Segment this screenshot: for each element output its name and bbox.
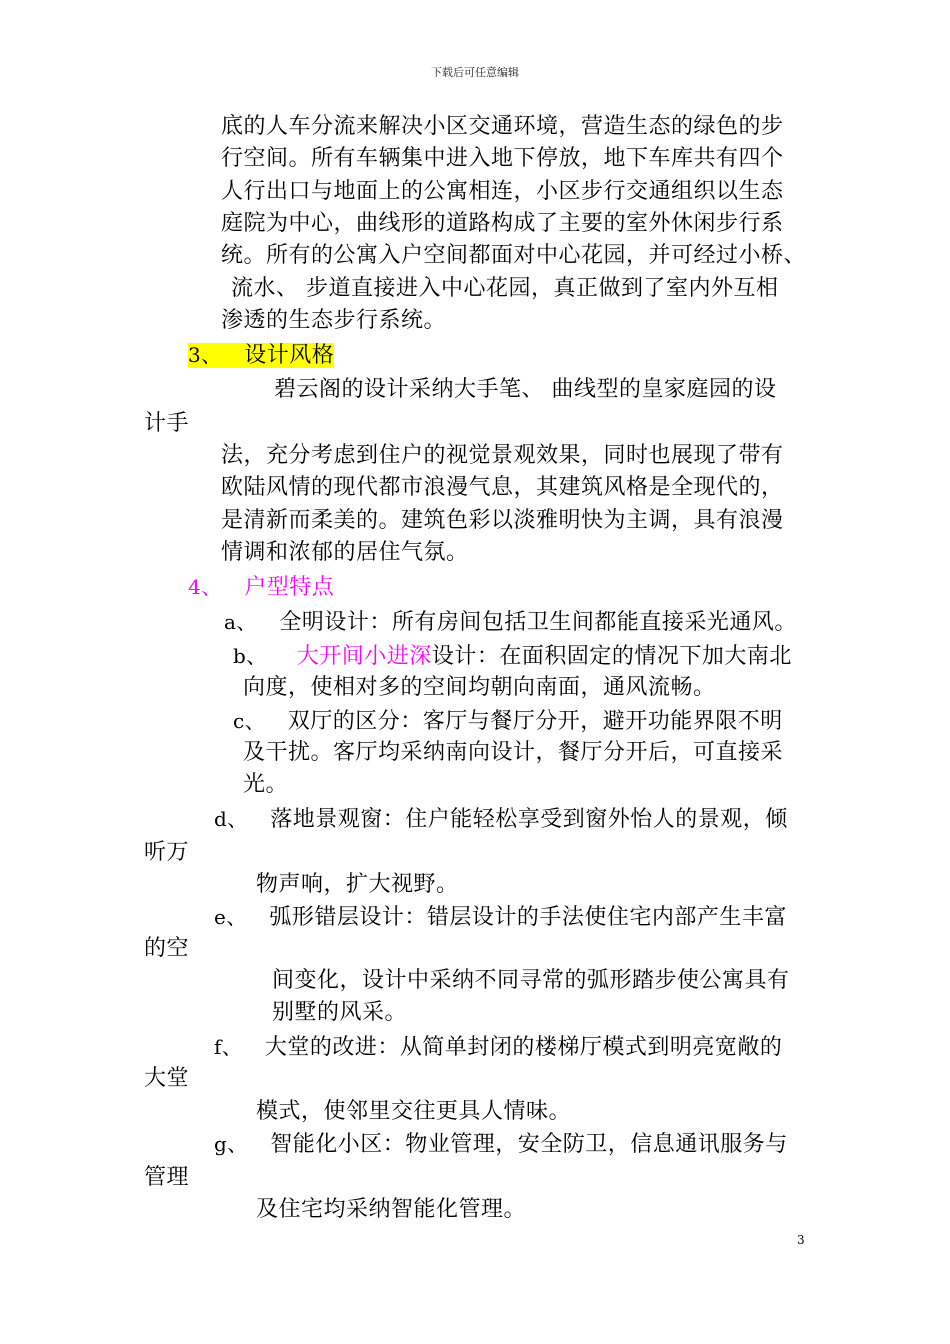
item-f-marker: f、 <box>214 1035 243 1059</box>
item-d-line-2: 听万 <box>144 840 190 865</box>
para2-line-1: 碧云阁的设计采纳大手笔、 曲线型的皇家庭园的设 <box>274 377 777 402</box>
item-b-marker: b、 <box>233 644 267 668</box>
item-d <box>214 804 788 835</box>
para1-line-4: 庭院为中心，曲线形的道路构成了主要的室外休闲步行系 <box>221 211 784 236</box>
section-4-number: 4、 <box>188 575 222 599</box>
item-f-line-1: 大堂的改进：从简单封闭的楼梯厅模式到明亮宽敞的 <box>264 1035 783 1060</box>
para1-line-6: 流水、 步道直接进入中心花园，真正做到了室内外互相 <box>231 276 779 301</box>
section-3-title: 设计风格 <box>244 343 335 368</box>
item-d-line-3: 物声响，扩大视野。 <box>256 872 459 897</box>
item-e <box>214 902 787 933</box>
item-b-line-2: 向度，使相对多的空间均朝向南面，通风流畅。 <box>243 675 716 700</box>
para2-line-4: 欧陆风情的现代都市浪漫气息，其建筑风格是全现代的， <box>221 475 784 500</box>
item-c-line-3: 光。 <box>243 772 289 797</box>
item-d-marker: d、 <box>214 807 248 831</box>
item-c-marker: c、 <box>233 709 266 733</box>
para2-line-3: 法，充分考虑到住户的视觉景观效果，同时也展现了带有 <box>221 443 784 468</box>
section-4-heading <box>188 572 334 603</box>
item-b-highlight: 大开间小进深 <box>296 644 432 669</box>
para1-line-7: 渗透的生态步行系统。 <box>221 308 447 333</box>
item-e-line-2: 的空 <box>144 936 190 961</box>
item-a <box>224 607 797 638</box>
item-g-line-3: 及住宅均采纳智能化管理。 <box>256 1197 527 1222</box>
para2-line-5: 是清新而柔美的。建筑色彩以淡雅明快为主调，具有浪漫 <box>221 508 784 533</box>
item-e-line-1: 弧形错层设计：错层设计的手法使住宅内部产生丰富 <box>269 905 787 930</box>
section-3-heading <box>188 340 334 371</box>
item-f-line-2: 大堂 <box>144 1066 190 1091</box>
para1-line-5: 统。所有的公寓入户空间都面对中心花园，并可经过小桥、 <box>221 243 807 268</box>
page-header: 下载后可任意编辑 <box>431 66 519 79</box>
item-f-line-3: 模式，使邻里交往更具人情味。 <box>256 1099 572 1124</box>
item-f <box>214 1032 782 1063</box>
item-g-marker: g、 <box>214 1132 248 1156</box>
item-c <box>233 706 783 737</box>
item-c-line-1: 双厅的区分：客厅与餐厅分开，避开功能界限不明 <box>287 709 783 734</box>
para1-line-3: 人行出口与地面上的公寓相连，小区步行交通组织以生态 <box>221 179 784 204</box>
item-g <box>214 1129 788 1160</box>
item-e-marker: e、 <box>214 905 247 929</box>
item-e-line-3: 间变化，设计中采纳不同寻常的弧形踏步使公寓具有 <box>272 968 790 993</box>
item-b <box>233 641 792 672</box>
item-a-text: 全明设计：所有房间包括卫生间都能直接采光通风。 <box>279 610 797 635</box>
section-4-title: 户型特点 <box>244 575 335 600</box>
para1-line-2: 行空间。所有车辆集中进入地下停放，地下车库共有四个 <box>221 146 784 171</box>
para1-line-1: 底的人车分流来解决小区交通环境，营造生态的绿色的步 <box>221 114 784 139</box>
item-e-line-4: 别墅的风采。 <box>272 1000 408 1025</box>
para2-line-6: 情调和浓郁的居住气氛。 <box>221 540 469 565</box>
page-number: 3 <box>797 1233 805 1247</box>
para2-line-2: 计手 <box>144 411 190 436</box>
item-g-line-1: 智能化小区：物业管理，安全防卫，信息通讯服务与 <box>270 1132 788 1157</box>
item-b-text-1: 设计：在面积固定的情况下加大南北 <box>431 644 792 669</box>
item-d-line-1: 落地景观窗：住户能轻松享受到窗外怡人的景观，倾 <box>270 807 788 832</box>
section-3-number: 3、 <box>188 343 222 367</box>
item-a-marker: a、 <box>224 610 257 634</box>
item-c-line-2: 及干扰。客厅均采纳南向设计，餐厅分开后，可直接采 <box>243 740 784 765</box>
item-g-line-2: 管理 <box>144 1165 190 1190</box>
